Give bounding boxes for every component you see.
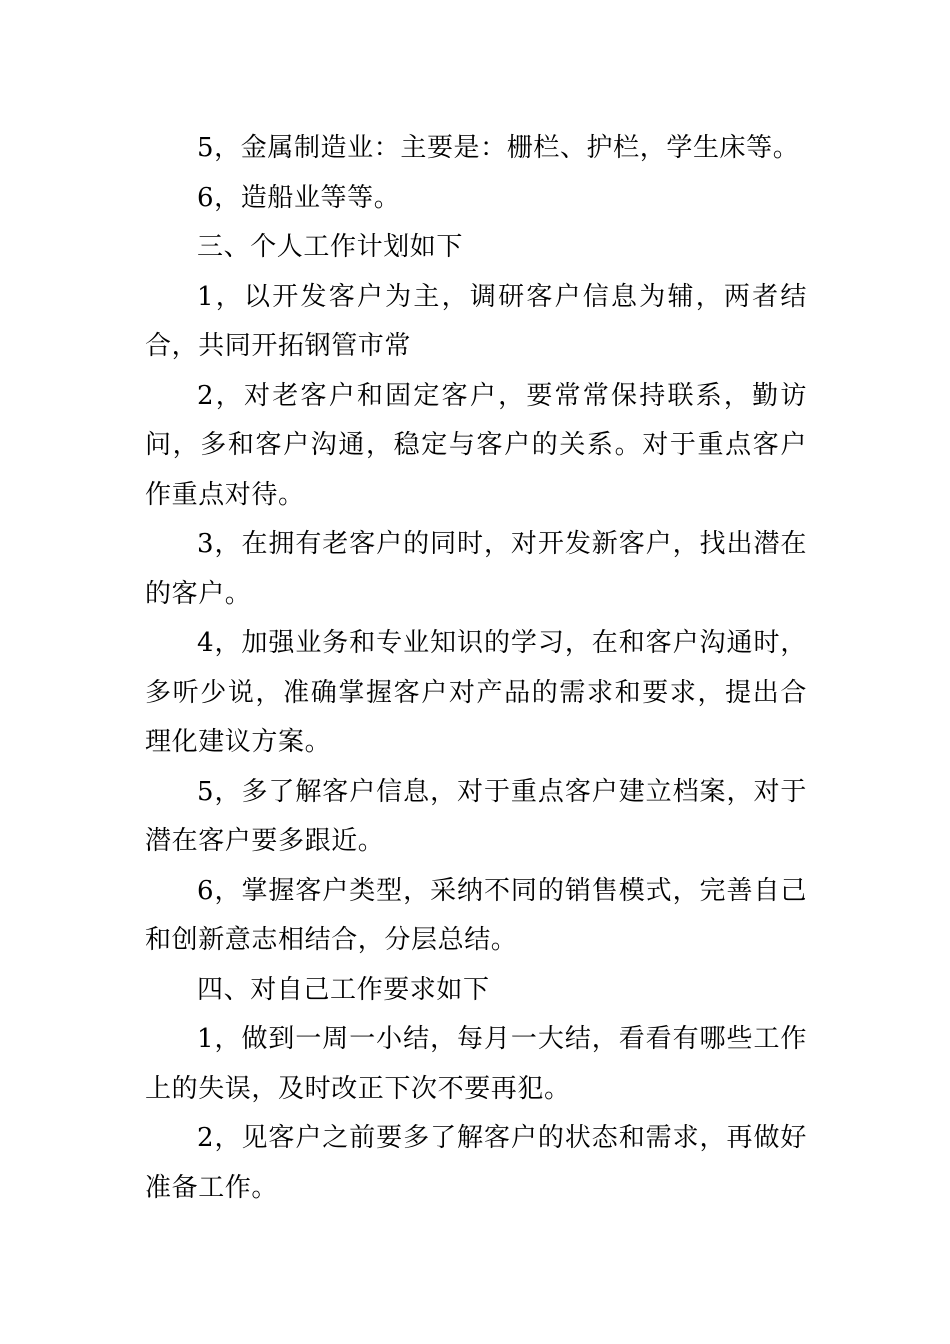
requirement-item-2: 2，见客户之前要多了解客户的状态和需求，再做好准备工作。 <box>145 1123 807 1203</box>
plan-item-6: 6，掌握客户类型，采纳不同的销售模式，完善自己和创新意志相结合，分层总结。 <box>145 875 807 955</box>
section-heading-self-requirements: 四、对自己工作要求如下 <box>197 974 490 1005</box>
plan-item-4: 4，加强业务和专业知识的学习，在和客户沟通时，多听少说，准确掌握客户对产品的需求和要求，提出合理化建议方案。 <box>145 628 807 757</box>
plan-item-2: 2，对老客户和固定客户，要常常保持联系，勤访问，多和客户沟通，稳定与客户的关系。对于重点客户作重点对待。 <box>145 380 807 510</box>
document-body <box>145 124 807 1213</box>
paragraph-item-5-metal: 5，金属制造业：主要是：栅栏、护栏，学生床等。 <box>197 133 800 163</box>
section-heading-work-plan: 三、个人工作计划如下 <box>197 232 464 262</box>
requirement-item-1: 1，做到一周一小结，每月一大结，看看有哪些工作上的失误，及时改正下次不要再犯。 <box>145 1024 807 1104</box>
plan-item-3: 3，在拥有老客户的同时，对开发新客户，找出潜在的客户。 <box>145 529 807 609</box>
plan-item-1: 1，以开发客户为主，调研客户信息为辅，两者结合，共同开拓钢管市常 <box>145 281 807 361</box>
plan-item-5: 5，多了解客户信息，对于重点客户建立档案，对于潜在客户要多跟近。 <box>145 776 807 856</box>
paragraph-item-6-shipbuilding: 6，造船业等等。 <box>197 182 401 213</box>
